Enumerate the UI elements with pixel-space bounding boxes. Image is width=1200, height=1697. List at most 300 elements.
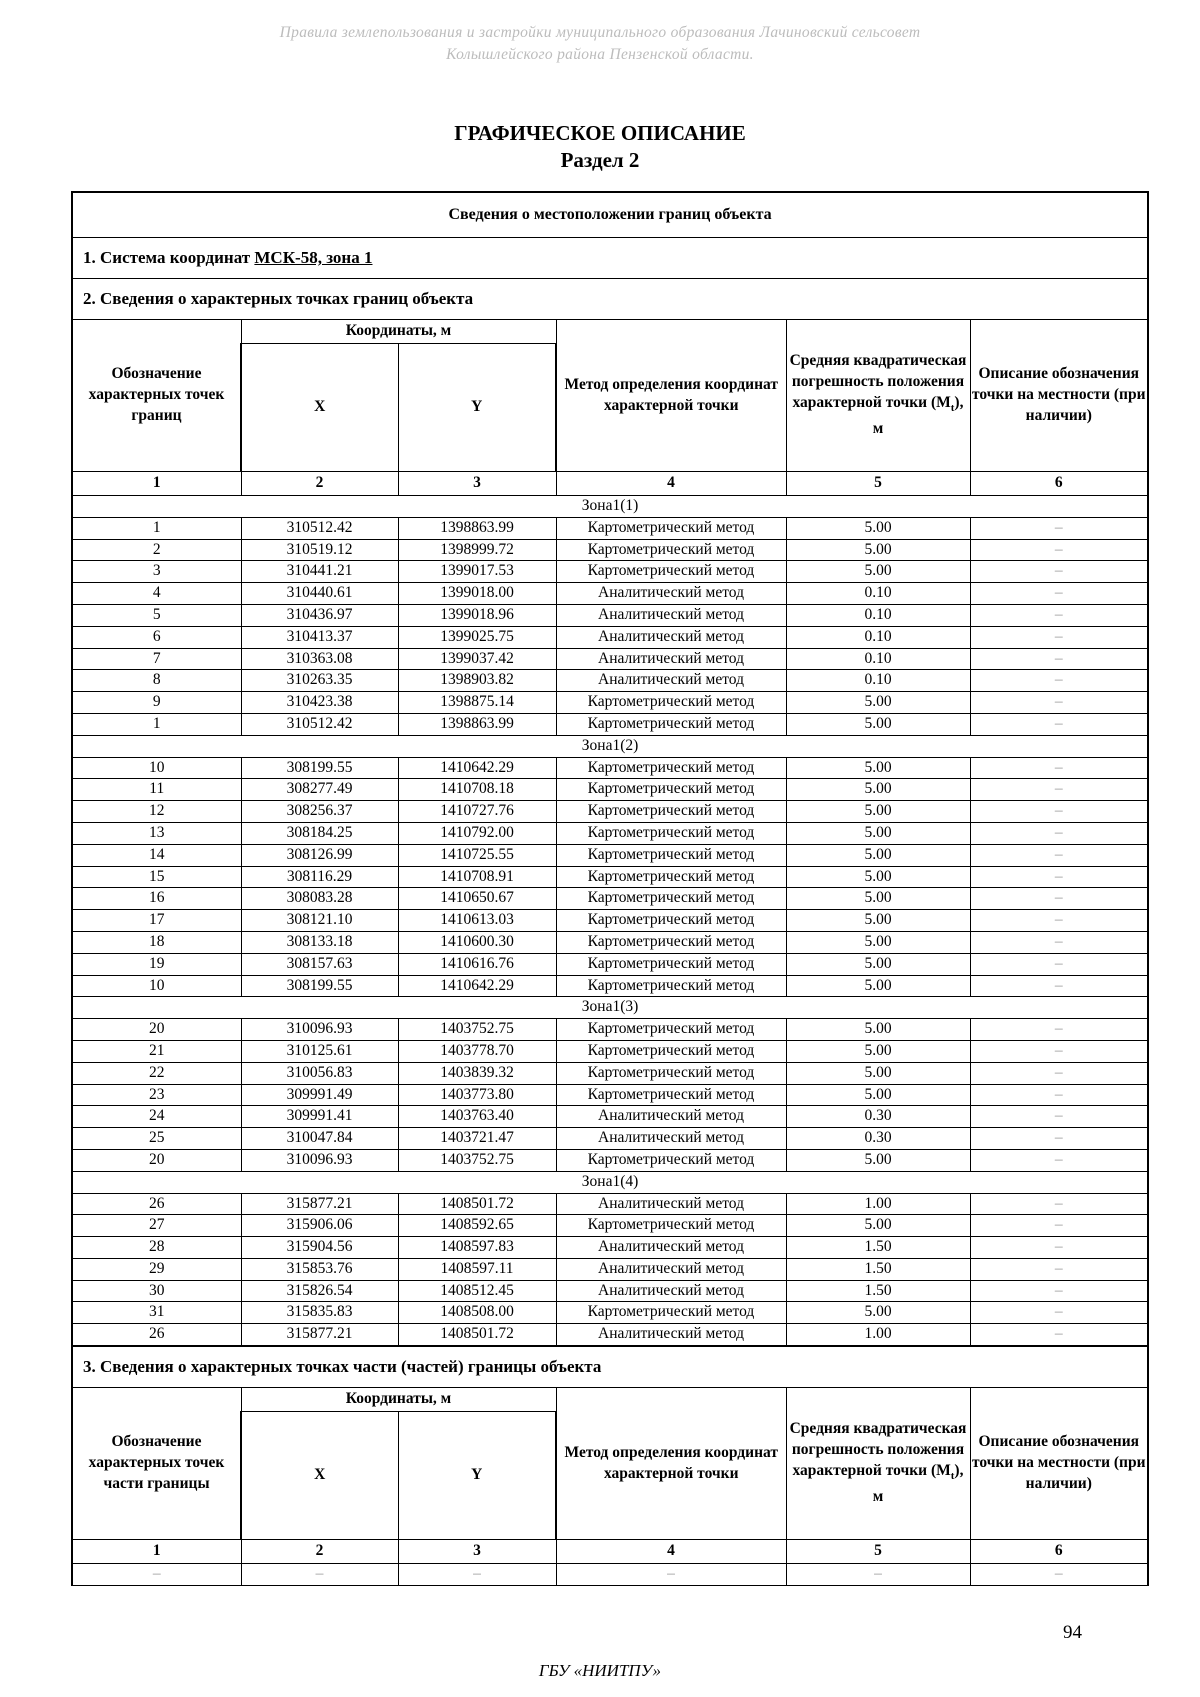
column-number: 6 (970, 472, 1148, 496)
point-id: 22 (72, 1062, 241, 1084)
method: Картометрический метод (556, 713, 786, 735)
coord-y: 1410642.29 (398, 975, 556, 997)
table-row (72, 1324, 1148, 1346)
point-id: – (72, 1564, 241, 1586)
coord-x: 308133.18 (241, 931, 398, 953)
description: – (970, 561, 1148, 583)
description: – (970, 822, 1148, 844)
method: Картометрический метод (556, 692, 786, 714)
description: – (970, 1106, 1148, 1128)
coord-x: 310096.93 (241, 1019, 398, 1041)
error: 5.00 (786, 931, 970, 953)
coord-x: 310519.12 (241, 539, 398, 561)
header-error-sub: t (950, 402, 955, 415)
point-id: 14 (72, 844, 241, 866)
coord-y: 1399025.75 (398, 626, 556, 648)
coord-x: 310263.35 (241, 670, 398, 692)
header-x: X (241, 1412, 398, 1540)
description: – (970, 1193, 1148, 1215)
coord-x: 310047.84 (241, 1128, 398, 1150)
method: Картометрический метод (556, 822, 786, 844)
header-description: Описание обозначения точки на местности (при наличии) (970, 1388, 1148, 1540)
table-row (72, 692, 1148, 714)
title-line-2: Раздел 2 (560, 148, 640, 172)
section-part-points: 3. Сведения о характерных точках части (частей) границы объекта (72, 1346, 1148, 1388)
table-row (72, 1040, 1148, 1062)
point-id: 31 (72, 1302, 241, 1324)
error: 5.00 (786, 1215, 970, 1237)
coord-x: 310125.61 (241, 1040, 398, 1062)
method: Картометрический метод (556, 844, 786, 866)
point-id: 10 (72, 757, 241, 779)
point-id: 6 (72, 626, 241, 648)
table-row (72, 713, 1148, 735)
point-id: 26 (72, 1193, 241, 1215)
method: Картометрический метод (556, 975, 786, 997)
header-method: Метод определения координат характерной точки (556, 320, 786, 472)
error: 5.00 (786, 801, 970, 823)
column-number: 2 (241, 472, 398, 496)
method: Картометрический метод (556, 757, 786, 779)
error: 5.00 (786, 692, 970, 714)
method: Аналитический метод (556, 1324, 786, 1346)
point-id: 5 (72, 604, 241, 626)
coord-y: 1410727.76 (398, 801, 556, 823)
coord-y: 1408508.00 (398, 1302, 556, 1324)
coord-y: – (398, 1564, 556, 1586)
table-caption: Сведения о местоположении границ объекта (72, 192, 1148, 238)
description: – (970, 1564, 1148, 1586)
description: – (970, 801, 1148, 823)
header-method: Метод определения координат характерной точки (556, 1388, 786, 1540)
coord-x: 309991.49 (241, 1084, 398, 1106)
point-id: 26 (72, 1324, 241, 1346)
coord-y: 1410642.29 (398, 757, 556, 779)
point-id: 17 (72, 910, 241, 932)
method: Аналитический метод (556, 1258, 786, 1280)
header-coords: Координаты, м (241, 1388, 556, 1412)
header-y: Y (398, 344, 556, 472)
zone-label: Зона1(2) (72, 735, 1148, 757)
point-id: 15 (72, 866, 241, 888)
error: 5.00 (786, 517, 970, 539)
zone-label: Зона1(3) (72, 997, 1148, 1019)
point-id: 4 (72, 583, 241, 605)
error: 1.50 (786, 1237, 970, 1259)
error: 5.00 (786, 866, 970, 888)
error: 5.00 (786, 561, 970, 583)
table-row (72, 604, 1148, 626)
error: 5.00 (786, 1149, 970, 1171)
point-id: 3 (72, 561, 241, 583)
coord-y: 1403773.80 (398, 1084, 556, 1106)
section1-prefix: 1. Система координат (83, 248, 255, 267)
description: – (970, 692, 1148, 714)
table-row (72, 626, 1148, 648)
point-id: 19 (72, 953, 241, 975)
error: – (786, 1564, 970, 1586)
point-id: 11 (72, 779, 241, 801)
header-error-prefix: Средняя квадратическая погрешность положения характерной точки (M (789, 1420, 967, 1480)
description: – (970, 1324, 1148, 1346)
table-row (72, 888, 1148, 910)
coord-x: 315906.06 (241, 1215, 398, 1237)
error: 0.10 (786, 604, 970, 626)
table-row (72, 1149, 1148, 1171)
method: Аналитический метод (556, 583, 786, 605)
table-row (72, 1258, 1148, 1280)
coord-y: 1403721.47 (398, 1128, 556, 1150)
coord-x: 310423.38 (241, 692, 398, 714)
header-y: Y (398, 1412, 556, 1540)
description: – (970, 866, 1148, 888)
description: – (970, 1128, 1148, 1150)
table-row (72, 1280, 1148, 1302)
error: 5.00 (786, 975, 970, 997)
error: 5.00 (786, 713, 970, 735)
coord-y: 1408597.83 (398, 1237, 556, 1259)
method: Аналитический метод (556, 1193, 786, 1215)
description: – (970, 604, 1148, 626)
page-header (0, 22, 1200, 66)
method: Аналитический метод (556, 648, 786, 670)
table-row (72, 801, 1148, 823)
method: Картометрический метод (556, 561, 786, 583)
coord-y: 1399017.53 (398, 561, 556, 583)
coord-x: 310056.83 (241, 1062, 398, 1084)
error: 0.10 (786, 583, 970, 605)
coord-y: 1410708.18 (398, 779, 556, 801)
page-number: 94 (1063, 1622, 1082, 1643)
column-number: 6 (970, 1540, 1148, 1564)
table-row (72, 648, 1148, 670)
column-number: 5 (786, 1540, 970, 1564)
method: Картометрический метод (556, 953, 786, 975)
error: 5.00 (786, 844, 970, 866)
method: Картометрический метод (556, 801, 786, 823)
error: 5.00 (786, 1084, 970, 1106)
description: – (970, 583, 1148, 605)
description: – (970, 779, 1148, 801)
method: Картометрический метод (556, 779, 786, 801)
table-row (72, 844, 1148, 866)
point-id: 23 (72, 1084, 241, 1106)
coord-y: 1399018.96 (398, 604, 556, 626)
error: 5.00 (786, 953, 970, 975)
table-row (72, 539, 1148, 561)
method: Картометрический метод (556, 888, 786, 910)
description: – (970, 1062, 1148, 1084)
coord-x: 308277.49 (241, 779, 398, 801)
method: Картометрический метод (556, 931, 786, 953)
coord-x: 310512.42 (241, 517, 398, 539)
point-id: 7 (72, 648, 241, 670)
coord-y: 1410600.30 (398, 931, 556, 953)
description: – (970, 517, 1148, 539)
error: 5.00 (786, 1019, 970, 1041)
coord-x: 309991.41 (241, 1106, 398, 1128)
description: – (970, 953, 1148, 975)
error: 5.00 (786, 1062, 970, 1084)
error: 5.00 (786, 539, 970, 561)
description: – (970, 1149, 1148, 1171)
coord-x: 310413.37 (241, 626, 398, 648)
header-error-sub: t (950, 1470, 955, 1483)
error: 5.00 (786, 757, 970, 779)
method: Аналитический метод (556, 1280, 786, 1302)
description: – (970, 931, 1148, 953)
error: 0.30 (786, 1128, 970, 1150)
header-error-suffix: ), м (872, 393, 964, 437)
point-id: 18 (72, 931, 241, 953)
method: Картометрический метод (556, 1062, 786, 1084)
method: Аналитический метод (556, 670, 786, 692)
coord-y: 1398903.82 (398, 670, 556, 692)
description: – (970, 910, 1148, 932)
method: Картометрический метод (556, 1302, 786, 1324)
point-id: 25 (72, 1128, 241, 1150)
coord-x: 308126.99 (241, 844, 398, 866)
description: – (970, 888, 1148, 910)
header-error (786, 320, 970, 472)
coord-x: 308199.55 (241, 757, 398, 779)
boundary-table (71, 191, 1149, 1586)
header-designation: Обозначение характерных точек границ (72, 320, 241, 472)
table-row (72, 1128, 1148, 1150)
point-id: 30 (72, 1280, 241, 1302)
coord-x: 310436.97 (241, 604, 398, 626)
table-row (72, 931, 1148, 953)
method: Аналитический метод (556, 1128, 786, 1150)
method: Картометрический метод (556, 866, 786, 888)
description: – (970, 757, 1148, 779)
coord-y: 1403752.75 (398, 1149, 556, 1171)
table-row (72, 1106, 1148, 1128)
description: – (970, 844, 1148, 866)
description: – (970, 975, 1148, 997)
coord-y: 1403752.75 (398, 1019, 556, 1041)
coord-x: 315877.21 (241, 1193, 398, 1215)
method: – (556, 1564, 786, 1586)
coord-y: 1403763.40 (398, 1106, 556, 1128)
description: – (970, 539, 1148, 561)
point-id: 12 (72, 801, 241, 823)
coord-x: 315853.76 (241, 1258, 398, 1280)
point-id: 13 (72, 822, 241, 844)
coord-x: 315904.56 (241, 1237, 398, 1259)
table-row (72, 1084, 1148, 1106)
table-row (72, 822, 1148, 844)
column-number: 4 (556, 472, 786, 496)
point-id: 16 (72, 888, 241, 910)
error: 1.50 (786, 1280, 970, 1302)
point-id: 28 (72, 1237, 241, 1259)
coord-y: 1410725.55 (398, 844, 556, 866)
method: Картометрический метод (556, 517, 786, 539)
header-designation-part: Обозначение характерных точек части границы (72, 1388, 241, 1540)
description: – (970, 713, 1148, 735)
point-id: 1 (72, 713, 241, 735)
error: 5.00 (786, 779, 970, 801)
error: 5.00 (786, 822, 970, 844)
coord-y: 1399037.42 (398, 648, 556, 670)
table-row (72, 670, 1148, 692)
point-id: 9 (72, 692, 241, 714)
coord-x: 308256.37 (241, 801, 398, 823)
error: 5.00 (786, 1040, 970, 1062)
table-row (72, 757, 1148, 779)
table-row (72, 910, 1148, 932)
coord-y: 1398863.99 (398, 517, 556, 539)
error: 5.00 (786, 888, 970, 910)
column-number: 1 (72, 472, 241, 496)
column-number: 1 (72, 1540, 241, 1564)
coord-x: 310363.08 (241, 648, 398, 670)
coord-y: 1408501.72 (398, 1324, 556, 1346)
coord-x: 310441.21 (241, 561, 398, 583)
point-id: 2 (72, 539, 241, 561)
header-line-1: Правила землепользования и застройки муниципального образования Лачиновский сельсовет (279, 24, 921, 41)
table-row (72, 517, 1148, 539)
error: 1.00 (786, 1193, 970, 1215)
section-boundary-points: 2. Сведения о характерных точках границ объекта (72, 279, 1148, 320)
table-row (72, 866, 1148, 888)
coord-x: 308157.63 (241, 953, 398, 975)
column-number: 3 (398, 1540, 556, 1564)
section-coordinate-system (72, 238, 1148, 279)
page-footer: ГБУ «НИИТПУ» (538, 1661, 662, 1680)
error: 1.00 (786, 1324, 970, 1346)
coord-x: 308121.10 (241, 910, 398, 932)
header-x: X (241, 344, 398, 472)
column-number: 4 (556, 1540, 786, 1564)
table-row (72, 1302, 1148, 1324)
header-coords: Координаты, м (241, 320, 556, 344)
column-number: 5 (786, 472, 970, 496)
coord-y: 1398999.72 (398, 539, 556, 561)
error: 5.00 (786, 1302, 970, 1324)
coord-x: 308199.55 (241, 975, 398, 997)
method: Картометрический метод (556, 539, 786, 561)
method: Аналитический метод (556, 1106, 786, 1128)
description: – (970, 648, 1148, 670)
table-row (72, 953, 1148, 975)
document-title (0, 120, 1200, 174)
point-id: 1 (72, 517, 241, 539)
description: – (970, 1280, 1148, 1302)
table-row (72, 779, 1148, 801)
table-row (72, 1564, 1148, 1586)
coord-x: 315877.21 (241, 1324, 398, 1346)
description: – (970, 1258, 1148, 1280)
point-id: 24 (72, 1106, 241, 1128)
coord-y: 1403778.70 (398, 1040, 556, 1062)
coord-y: 1410792.00 (398, 822, 556, 844)
header-error (786, 1388, 970, 1540)
coord-x: 310512.42 (241, 713, 398, 735)
header-error-suffix: ), м (872, 1462, 964, 1505)
method: Аналитический метод (556, 1237, 786, 1259)
error: 1.50 (786, 1258, 970, 1280)
coord-y: 1399018.00 (398, 583, 556, 605)
description: – (970, 1019, 1148, 1041)
point-id: 20 (72, 1019, 241, 1041)
error: 0.10 (786, 670, 970, 692)
coord-x: 308083.28 (241, 888, 398, 910)
description: – (970, 670, 1148, 692)
coord-x: 308184.25 (241, 822, 398, 844)
point-id: 27 (72, 1215, 241, 1237)
coord-y: 1408512.45 (398, 1280, 556, 1302)
method: Картометрический метод (556, 1019, 786, 1041)
table-row (72, 1215, 1148, 1237)
table-row (72, 1237, 1148, 1259)
header-line-2: Колышлейского района Пензенской области. (446, 46, 754, 63)
description: – (970, 626, 1148, 648)
point-id: 8 (72, 670, 241, 692)
error: 5.00 (786, 910, 970, 932)
coord-y: 1408592.65 (398, 1215, 556, 1237)
coord-y: 1398875.14 (398, 692, 556, 714)
error: 0.30 (786, 1106, 970, 1128)
point-id: 10 (72, 975, 241, 997)
coordinate-system-value: МСК-58, зона 1 (254, 248, 373, 267)
coord-x: 315835.83 (241, 1302, 398, 1324)
coord-x: 315826.54 (241, 1280, 398, 1302)
method: Картометрический метод (556, 1149, 786, 1171)
method: Картометрический метод (556, 1040, 786, 1062)
coord-y: 1403839.32 (398, 1062, 556, 1084)
method: Аналитический метод (556, 604, 786, 626)
method: Картометрический метод (556, 910, 786, 932)
coord-y: 1410613.03 (398, 910, 556, 932)
coord-y: 1410616.76 (398, 953, 556, 975)
coord-y: 1410650.67 (398, 888, 556, 910)
coord-x: 310440.61 (241, 583, 398, 605)
description: – (970, 1084, 1148, 1106)
error: 0.10 (786, 648, 970, 670)
description: – (970, 1302, 1148, 1324)
description: – (970, 1215, 1148, 1237)
header-description: Описание обозначения точки на местности (при наличии) (970, 320, 1148, 472)
coord-x: – (241, 1564, 398, 1586)
column-number: 2 (241, 1540, 398, 1564)
coord-x: 308116.29 (241, 866, 398, 888)
table-row (72, 1019, 1148, 1041)
coord-y: 1398863.99 (398, 713, 556, 735)
column-number: 3 (398, 472, 556, 496)
coord-y: 1408501.72 (398, 1193, 556, 1215)
table-row (72, 1062, 1148, 1084)
coord-y: 1408597.11 (398, 1258, 556, 1280)
point-id: 21 (72, 1040, 241, 1062)
description: – (970, 1040, 1148, 1062)
method: Картометрический метод (556, 1215, 786, 1237)
method: Аналитический метод (556, 626, 786, 648)
description: – (970, 1237, 1148, 1259)
table-row (72, 1193, 1148, 1215)
point-id: 29 (72, 1258, 241, 1280)
error: 0.10 (786, 626, 970, 648)
table-row (72, 975, 1148, 997)
coord-y: 1410708.91 (398, 866, 556, 888)
zone-label: Зона1(1) (72, 496, 1148, 518)
coord-x: 310096.93 (241, 1149, 398, 1171)
method: Картометрический метод (556, 1084, 786, 1106)
title-line-1: ГРАФИЧЕСКОЕ ОПИСАНИЕ (454, 121, 746, 145)
table-row (72, 561, 1148, 583)
point-id: 20 (72, 1149, 241, 1171)
